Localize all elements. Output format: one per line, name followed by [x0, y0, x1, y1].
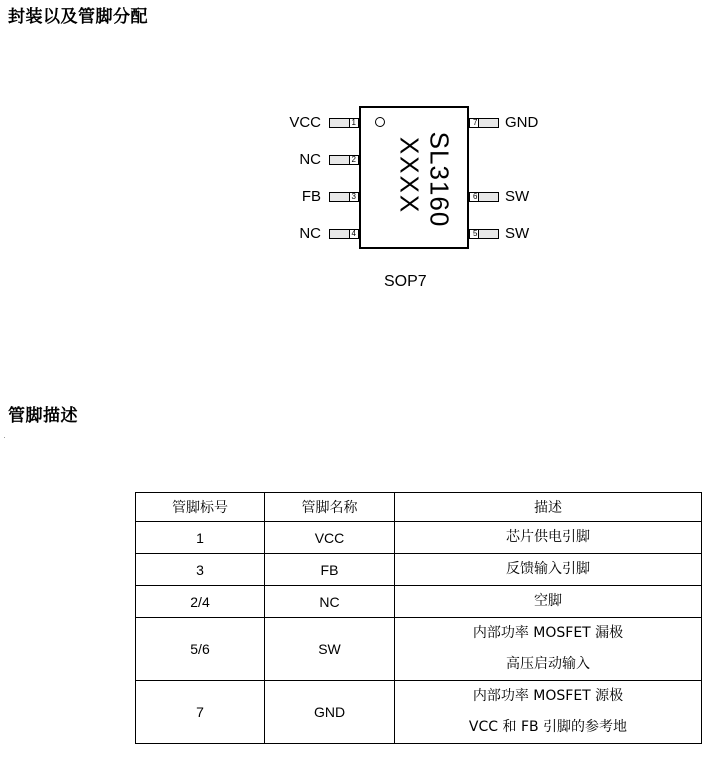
pin-3	[329, 192, 359, 202]
table-header-row	[136, 493, 702, 522]
description-line: 空脚	[534, 593, 562, 609]
pin-4	[329, 229, 359, 239]
pin-number: 3	[351, 192, 356, 201]
chip-marking-part-number: SL3160	[424, 131, 455, 228]
cell-description	[395, 554, 702, 586]
cell-pin-name: NC	[265, 586, 395, 618]
pin-number: 6	[473, 192, 478, 201]
table-row	[136, 586, 702, 618]
cell-pin-number: 7	[136, 681, 265, 744]
pin-number: 1	[351, 118, 356, 127]
cell-description	[395, 586, 702, 618]
pin1-indicator-icon	[375, 117, 385, 127]
pin-number: 7	[473, 118, 478, 127]
cell-pin-name: SW	[265, 618, 395, 681]
description-line: VCC 和 FB 引脚的参考地	[468, 719, 628, 735]
description-line: 高压启动输入	[506, 656, 590, 672]
pin-number: 5	[473, 229, 478, 238]
pin-label-7: GND	[505, 114, 539, 131]
cell-pin-number: 1	[136, 522, 265, 554]
pin-2	[329, 155, 359, 165]
table-row	[136, 554, 702, 586]
cell-pin-name: GND	[265, 681, 395, 744]
cell-description	[395, 618, 702, 681]
cell-description	[395, 681, 702, 744]
cell-pin-name: VCC	[265, 522, 395, 554]
pin-label-4: NC	[299, 225, 321, 242]
cell-pin-name: FB	[265, 554, 395, 586]
description-line: 内部功率 MOSFET 源极	[472, 688, 624, 704]
pin-label-1: VCC	[289, 114, 321, 131]
pin-description-table	[135, 492, 702, 744]
cell-pin-number: 3	[136, 554, 265, 586]
cell-pin-number: 2/4	[136, 586, 265, 618]
description-line: 反馈输入引脚	[506, 561, 590, 577]
table-row	[136, 522, 702, 554]
pin-1	[329, 118, 359, 128]
pin-7	[469, 118, 499, 128]
pin-number: 4	[351, 229, 356, 238]
pin-label-3: FB	[301, 188, 321, 205]
cell-pin-number: 5/6	[136, 618, 265, 681]
description-line: 芯片供电引脚	[506, 529, 590, 545]
section-heading-package: 封装以及管脚分配	[8, 7, 148, 27]
header-description: 描述	[395, 493, 702, 522]
chip-body	[359, 106, 469, 249]
package-name: SOP7	[384, 273, 427, 290]
pin-number: 2	[351, 155, 356, 164]
pin-6	[469, 192, 499, 202]
chip-marking-lot: XXXX	[394, 136, 425, 215]
pin-5	[469, 229, 499, 239]
pin-label-6: SW	[505, 188, 530, 205]
cell-description	[395, 522, 702, 554]
table-row	[136, 618, 702, 681]
header-pin-name: 管脚名称	[265, 493, 395, 522]
description-line: 内部功率 MOSFET 漏极	[472, 625, 624, 641]
section-heading-pin-description: 管脚描述	[8, 406, 78, 426]
table-row	[136, 681, 702, 744]
pin-label-2: NC	[299, 151, 321, 168]
stray-mark	[4, 437, 5, 438]
header-pin-number: 管脚标号	[136, 493, 265, 522]
pin-label-5: SW	[505, 225, 530, 242]
